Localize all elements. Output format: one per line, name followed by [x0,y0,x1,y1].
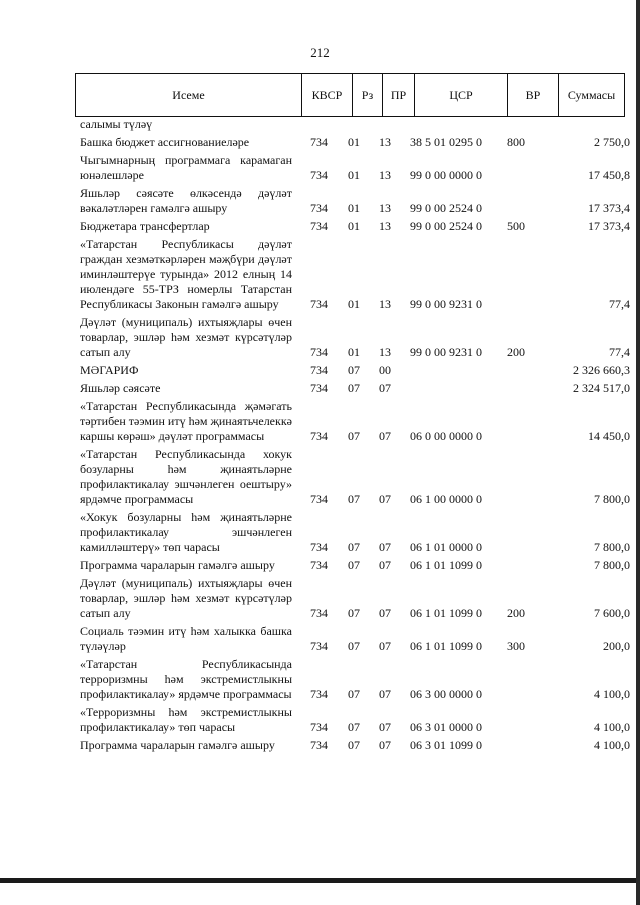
row-name: Чыгымнарның программага карамаган юнәлешләре [80,153,292,182]
row-name: Бюджетара трансфертлар [80,219,210,233]
row-csr: 38 5 01 0295 0 [410,135,482,149]
row-vr: 300 [507,639,525,653]
row-name: «Терроризмны һәм экстремистлыкны профилактикалау» төп чарасы [80,705,292,734]
row-name: Программа чараларын гамәлгә ашыру [80,738,275,752]
row-name: «Татарстан Республикасында терроризмны һәм экстремистлыкны профилактикалау» ярдәмче программасы [80,657,292,701]
table-row [80,219,630,234]
row-pr: 13 [379,345,391,359]
row-kvsr: 734 [310,738,328,752]
row-sum: 2 324 517,0 [573,381,630,395]
header-sum: Суммасы [558,74,624,116]
row-name: «Татарстан Республикасында хокук бозуларны һәм җинаятьләрне профилактикалау эшчәнлеген оештыру» ярдәмче программасы [80,447,292,506]
table-row [80,576,630,621]
row-pr: 13 [379,135,391,149]
row-sum: 7 600,0 [594,606,630,620]
row-pr: 13 [379,219,391,233]
row-kvsr: 734 [310,429,328,443]
row-csr: 99 0 00 0000 0 [410,168,482,182]
row-rz: 07 [348,429,360,443]
row-csr: 06 1 01 0000 0 [410,540,482,554]
row-csr: 99 0 00 9231 0 [410,345,482,359]
row-rz: 07 [348,558,360,572]
row-sum: 17 373,4 [588,201,630,215]
row-pr: 07 [379,492,391,506]
row-rz: 07 [348,738,360,752]
table-row [80,447,630,507]
row-kvsr: 734 [310,363,328,377]
table-row [80,657,630,702]
row-kvsr: 734 [310,381,328,395]
row-sum: 4 100,0 [594,720,630,734]
row-sum: 7 800,0 [594,492,630,506]
row-csr: 06 3 01 1099 0 [410,738,482,752]
row-pr: 07 [379,540,391,554]
row-rz: 07 [348,492,360,506]
row-kvsr: 734 [310,639,328,653]
header-kvsr: КВСР [301,74,352,116]
table-row [80,135,630,150]
row-rz: 01 [348,135,360,149]
row-kvsr: 734 [310,135,328,149]
row-rz: 07 [348,381,360,395]
row-csr: 06 0 00 0000 0 [410,429,482,443]
row-name: Дәүләт (муниципаль) ихтыяҗлары өчен товарлар, эшләр һәм хезмәт күрсәтүләр сатып алу [80,315,292,359]
table-row [80,315,630,360]
row-sum: 17 450,8 [588,168,630,182]
row-rz: 01 [348,201,360,215]
row-sum: 17 373,4 [588,219,630,233]
row-rz: 07 [348,606,360,620]
table-row [80,153,630,183]
table-row [80,510,630,555]
row-sum: 77,4 [609,345,630,359]
table-row [80,705,630,735]
row-sum: 7 800,0 [594,540,630,554]
row-kvsr: 734 [310,540,328,554]
row-rz: 07 [348,720,360,734]
row-csr: 06 1 01 1099 0 [410,558,482,572]
row-name: «Хокук бозуларны һәм җинаятьләрне профилактикалау эшчәнлеген камилләштерү» төп чарасы [80,510,292,554]
row-name: Башка бюджет ассигнованиеләре [80,135,250,149]
table-row [80,186,630,216]
row-csr: 06 1 00 0000 0 [410,492,482,506]
row-vr: 800 [507,135,525,149]
row-csr: 06 3 01 0000 0 [410,720,482,734]
table-row [80,399,630,444]
page-number: 212 [310,45,330,60]
row-name: салымы түләү [80,117,153,131]
row-sum: 7 800,0 [594,558,630,572]
row-sum: 77,4 [609,297,630,311]
scan-right-edge [636,0,640,905]
table-row [80,117,630,132]
row-rz: 07 [348,687,360,701]
row-rz: 07 [348,639,360,653]
row-name: МӘГАРИФ [80,363,139,377]
row-pr: 07 [379,606,391,620]
row-name: Программа чараларын гамәлгә ашыру [80,558,275,572]
row-csr: 99 0 00 2524 0 [410,219,482,233]
row-sum: 4 100,0 [594,687,630,701]
row-sum: 4 100,0 [594,738,630,752]
table-row [80,237,630,312]
header-rz: Рз [352,74,382,116]
row-rz: 01 [348,219,360,233]
row-vr: 200 [507,606,525,620]
row-pr: 07 [379,720,391,734]
row-pr: 13 [379,201,391,215]
row-sum: 14 450,0 [588,429,630,443]
row-csr: 06 1 01 1099 0 [410,606,482,620]
row-rz: 07 [348,540,360,554]
table-row [80,738,630,753]
row-rz: 01 [348,168,360,182]
row-rz: 01 [348,297,360,311]
row-name: Яшьләр сәясәте [80,381,161,395]
header-name: Исеме [172,88,205,102]
row-csr: 06 3 00 0000 0 [410,687,482,701]
row-csr: 99 0 00 2524 0 [410,201,482,215]
table-header [75,73,625,117]
table-row [80,558,630,573]
row-pr: 13 [379,168,391,182]
row-sum: 2 750,0 [594,135,630,149]
row-kvsr: 734 [310,345,328,359]
row-pr: 07 [379,558,391,572]
row-vr: 200 [507,345,525,359]
row-kvsr: 734 [310,492,328,506]
table-row [80,363,630,378]
row-pr: 07 [379,381,391,395]
row-pr: 07 [379,687,391,701]
row-name: «Татарстан Республикасында җәмәгать тәртибен тәэмин итү һәм җинаятьчелеккә каршы көрәш» дәүләт программасы [80,399,292,443]
row-name: «Татарстан Республикасы дәүләт граждан хезмәткәрләрен мәҗбүри дәүләт иминләштерүе турында» 2012 елның 14 июлендәге 55-ТРЗ номерлы Татарстан Республикасы Законын гамәлгә ашыру [80,237,292,311]
row-pr: 13 [379,297,391,311]
row-name: Дәүләт (муниципаль) ихтыяҗлары өчен товарлар, эшләр һәм хезмәт күрсәтүләр сатып алу [80,576,292,620]
row-kvsr: 734 [310,201,328,215]
header-pr: ПР [382,74,414,116]
row-kvsr: 734 [310,297,328,311]
row-rz: 07 [348,363,360,377]
row-pr: 07 [379,429,391,443]
row-csr: 99 0 00 9231 0 [410,297,482,311]
row-kvsr: 734 [310,219,328,233]
table-row [80,624,630,654]
row-rz: 01 [348,345,360,359]
row-name: Социаль тәэмин итү һәм халыкка башка түләүләр [80,624,292,653]
table-body [80,117,630,753]
row-kvsr: 734 [310,687,328,701]
row-sum: 200,0 [603,639,630,653]
row-kvsr: 734 [310,720,328,734]
row-vr: 500 [507,219,525,233]
row-kvsr: 734 [310,558,328,572]
row-csr: 06 1 01 1099 0 [410,639,482,653]
row-pr: 07 [379,639,391,653]
row-name: Яшьләр сәясәте өлкәсендә дәүләт вәкаләтләрен гамәлгә ашыру [80,186,292,215]
header-csr: ЦСР [414,74,507,116]
row-pr: 07 [379,738,391,752]
row-kvsr: 734 [310,168,328,182]
table-row [80,381,630,396]
row-kvsr: 734 [310,606,328,620]
row-pr: 00 [379,363,391,377]
row-sum: 2 326 660,3 [573,363,630,377]
scan-bottom-edge [0,878,640,883]
header-vr: ВР [507,74,558,116]
